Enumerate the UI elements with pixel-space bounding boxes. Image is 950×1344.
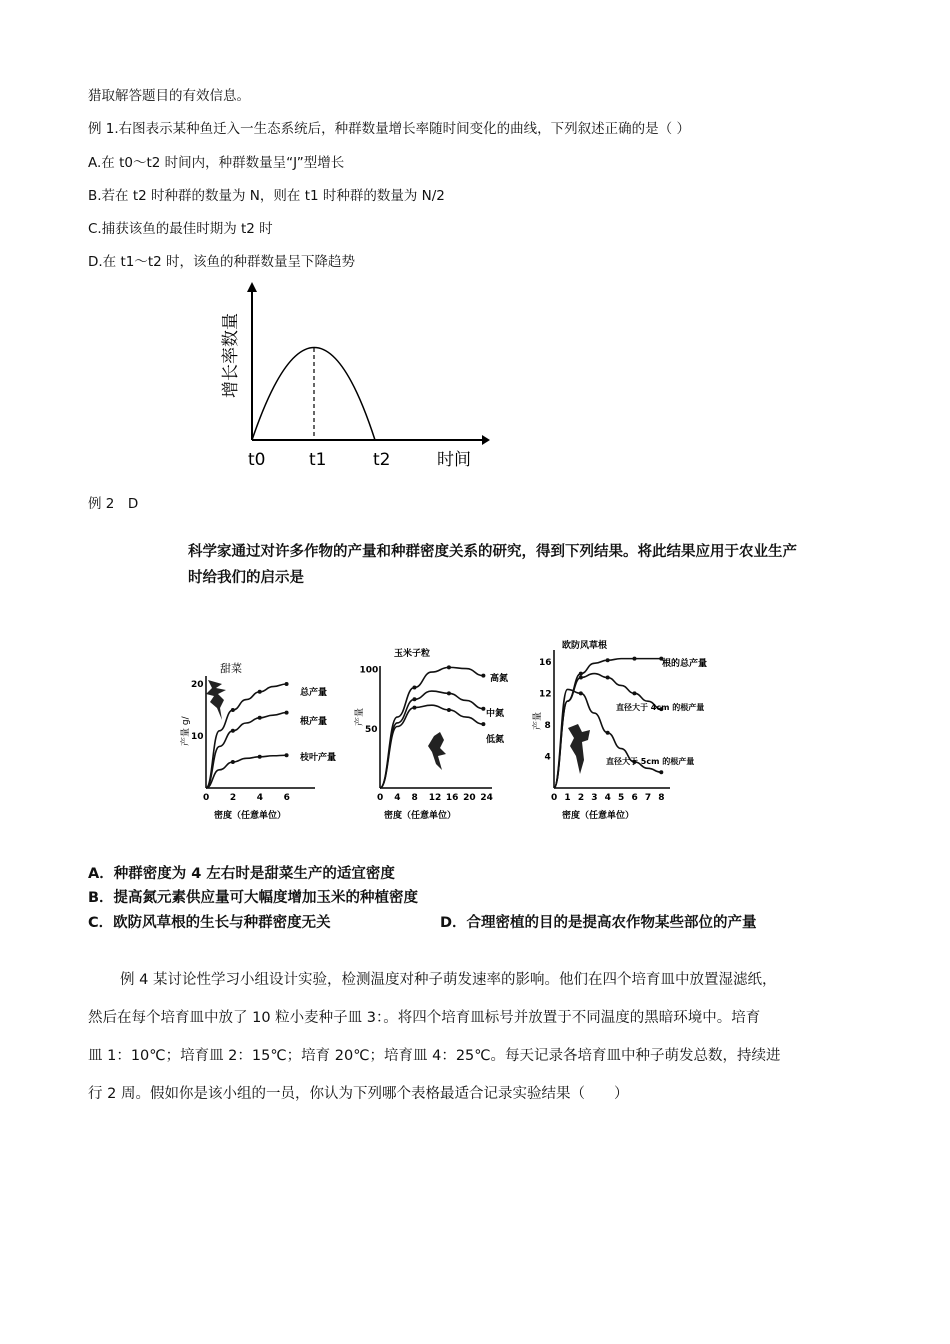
- beet-series-line-1: [206, 713, 287, 788]
- corn-xlabel: 密度（任意单位）: [384, 811, 457, 821]
- corn-series-2-point-6: [481, 722, 485, 726]
- parsnip-xtick-7: 7: [644, 793, 652, 803]
- ex1-option-d: D.在 t1～t2 时，该鱼的种群数量呈下降趋势: [88, 254, 356, 270]
- beet-plant-icon: [206, 680, 226, 720]
- parsnip-xtick-8: 8: [658, 793, 665, 803]
- corn-xtick-4: 16: [445, 793, 459, 803]
- ex4-line4: 行 2 周。假如你是该小组的一员，你认为下列哪个表格最适合记录实验结果（ ）: [88, 1086, 629, 1102]
- tick-t0: t0: [248, 450, 266, 470]
- corn-xtick-3: 12: [428, 793, 442, 803]
- beet-series-1-point-2: [231, 729, 235, 733]
- beet-legend-leaf: 枝叶产量: [300, 753, 337, 763]
- beet-legend-total: 总产量: [300, 688, 328, 698]
- parsnip-xtick-6: 6: [631, 793, 638, 803]
- ex2-intro-line2: 时给我们的启示是: [188, 570, 304, 586]
- corn-plant-icon: [428, 732, 446, 770]
- beet-series-2-point-2: [231, 760, 235, 764]
- parsnip-plant-icon: [568, 724, 590, 774]
- graph-ylabel: 增长率数量: [221, 313, 241, 398]
- parsnip-ytick-1: 8: [544, 720, 551, 731]
- beet-ytick-1: 20: [191, 680, 204, 690]
- ex2-option-a: A．种群密度为 4 左右时是甜菜生产的适宜密度: [88, 866, 395, 882]
- corn-ylabel: 产量: [355, 707, 365, 726]
- beet-series-line-2: [206, 755, 287, 788]
- intro-text: 猎取解答题目的有效信息。: [88, 88, 250, 104]
- corn-legend-mid: 中氮: [486, 709, 505, 719]
- beet-ylabel: 产量 g/: [181, 716, 191, 746]
- parsnip-series-2-point-4: [606, 731, 610, 735]
- beet-title: 甜菜: [220, 662, 242, 675]
- ex4-line2: 然后在每个培育皿中放了 10 粒小麦种子皿 3：。将四个培育皿标号并放置于不同温度的黑暗环境中。培育: [88, 1010, 761, 1026]
- corn-xtick-1: 4: [394, 793, 401, 803]
- parsnip-legend-4cm: 直径大于 4cm 的根产量: [616, 703, 705, 712]
- ex1-question: 例 1.右图表示某种鱼迁入一生态系统后，种群数量增长率随时间变化的曲线，下列叙述正确的是（ ）: [88, 121, 690, 137]
- parsnip-xtick-2: 2: [577, 793, 585, 803]
- corn-title: 玉米子粒: [394, 649, 431, 659]
- parsnip-title: 欧防风草根: [562, 641, 608, 651]
- beet-series-0-point-4: [258, 690, 262, 694]
- corn-xtick-2: 8: [411, 793, 418, 803]
- corn-xtick-0: 0: [377, 793, 384, 803]
- ex1-option-a: A.在 t0～t2 时间内，种群数量呈“J”型增长: [88, 155, 345, 171]
- beet-xtick-3: 6: [283, 793, 290, 803]
- ex4-line1: 例 4 某讨论性学习小组设计实验，检测温度对种子萌发速率的影响。他们在四个培育皿中放置湿滤纸，: [120, 972, 777, 988]
- corn-legend-low: 低氮: [486, 735, 505, 745]
- parsnip-xtick-1: 1: [564, 793, 571, 803]
- parsnip-series-0-point-4: [606, 658, 610, 662]
- graph-xlabel: 时间: [437, 450, 471, 470]
- corn-series-1-point-2: [412, 697, 416, 701]
- three-charts: [170, 628, 730, 828]
- ex1-option-c: C.捕获该鱼的最佳时期为 t2 时: [88, 221, 273, 237]
- parsnip-xlabel: 密度（任意单位）: [562, 811, 635, 821]
- growth-rate-graph: [220, 280, 490, 475]
- corn-series-1-point-4: [447, 691, 451, 695]
- corn-xtick-6: 24: [480, 793, 493, 803]
- parsnip-xtick-0: 0: [551, 793, 558, 803]
- parsnip-legend-total: 根的总产量: [662, 659, 708, 669]
- chart-corn: [353, 647, 508, 821]
- corn-ytick-0: 50: [365, 724, 378, 735]
- corn-series-1-point-6: [481, 707, 485, 711]
- parsnip-series-1-point-4: [606, 676, 610, 680]
- ex2-intro-line1: 科学家通过对许多作物的产量和种群密度关系的研究，得到下列结果。将此结果应用于农业生产: [188, 544, 797, 560]
- beet-xlabel: 密度（任意单位）: [214, 811, 287, 821]
- ex2-option-d: D．合理密植的目的是提高农作物某些部位的产量: [440, 915, 757, 931]
- ex2-option-c: C．欧防风草根的生长与种群密度无关: [88, 915, 331, 931]
- parsnip-series-0-point-6: [632, 657, 636, 661]
- ex2-label: 例 2 D: [88, 496, 139, 512]
- corn-series-0-point-4: [447, 665, 451, 669]
- beet-legend-root: 根产量: [300, 717, 328, 727]
- corn-series-0-point-6: [481, 674, 485, 678]
- parsnip-series-2-point-8: [659, 770, 663, 774]
- parsnip-ytick-3: 16: [539, 657, 552, 668]
- parsnip-xtick-3: 3: [591, 793, 598, 803]
- parsnip-series-2-point-2: [579, 691, 583, 695]
- corn-legend-high: 高氮: [490, 674, 509, 684]
- parsnip-series-0-point-2: [579, 672, 583, 676]
- corn-xtick-5: 20: [463, 793, 476, 803]
- beet-series-1-point-6: [285, 711, 289, 715]
- parsnip-xtick-4: 4: [604, 793, 611, 803]
- beet-series-2-point-4: [258, 755, 262, 759]
- corn-series-2-point-4: [447, 708, 451, 712]
- ex2-option-b: B．提高氮元素供应量可大幅度增加玉米的种植密度: [88, 890, 419, 906]
- chart-beet: [179, 661, 336, 821]
- parsnip-xtick-5: 5: [618, 793, 625, 803]
- beet-series-2-point-6: [285, 753, 289, 757]
- beet-ytick-0: 10: [191, 732, 204, 742]
- tick-t1: t1: [309, 450, 327, 470]
- tick-t2: t2: [373, 450, 391, 470]
- beet-series-0-point-2: [231, 708, 235, 712]
- beet-xtick-2: 4: [256, 793, 263, 803]
- corn-ytick-1: 100: [359, 665, 379, 676]
- parsnip-series-1-point-2: [579, 676, 583, 680]
- parsnip-legend-5cm: 直径大于 5cm 的根产量: [606, 757, 695, 766]
- ex1-option-b: B.若在 t2 时种群的数量为 N，则在 t1 时种群的数量为 N/2: [88, 188, 445, 204]
- chart-parsnip: [531, 639, 707, 821]
- parsnip-ylabel: 产量: [533, 711, 543, 730]
- corn-series-2-point-2: [412, 706, 416, 710]
- ex4-line3: 皿 1：10℃；培育皿 2：15℃；培育 20℃；培育皿 4：25℃。每天记录各培育皿中种子萌发总数，持续进: [88, 1048, 781, 1064]
- beet-series-0-point-6: [285, 682, 289, 686]
- corn-series-0-point-2: [412, 685, 416, 689]
- parsnip-ytick-0: 4: [544, 752, 551, 763]
- beet-xtick-0: 0: [203, 793, 210, 803]
- parsnip-series-1-point-6: [632, 691, 636, 695]
- parsnip-ytick-2: 12: [539, 689, 552, 700]
- beet-xtick-1: 2: [229, 793, 237, 803]
- beet-series-1-point-4: [258, 716, 262, 720]
